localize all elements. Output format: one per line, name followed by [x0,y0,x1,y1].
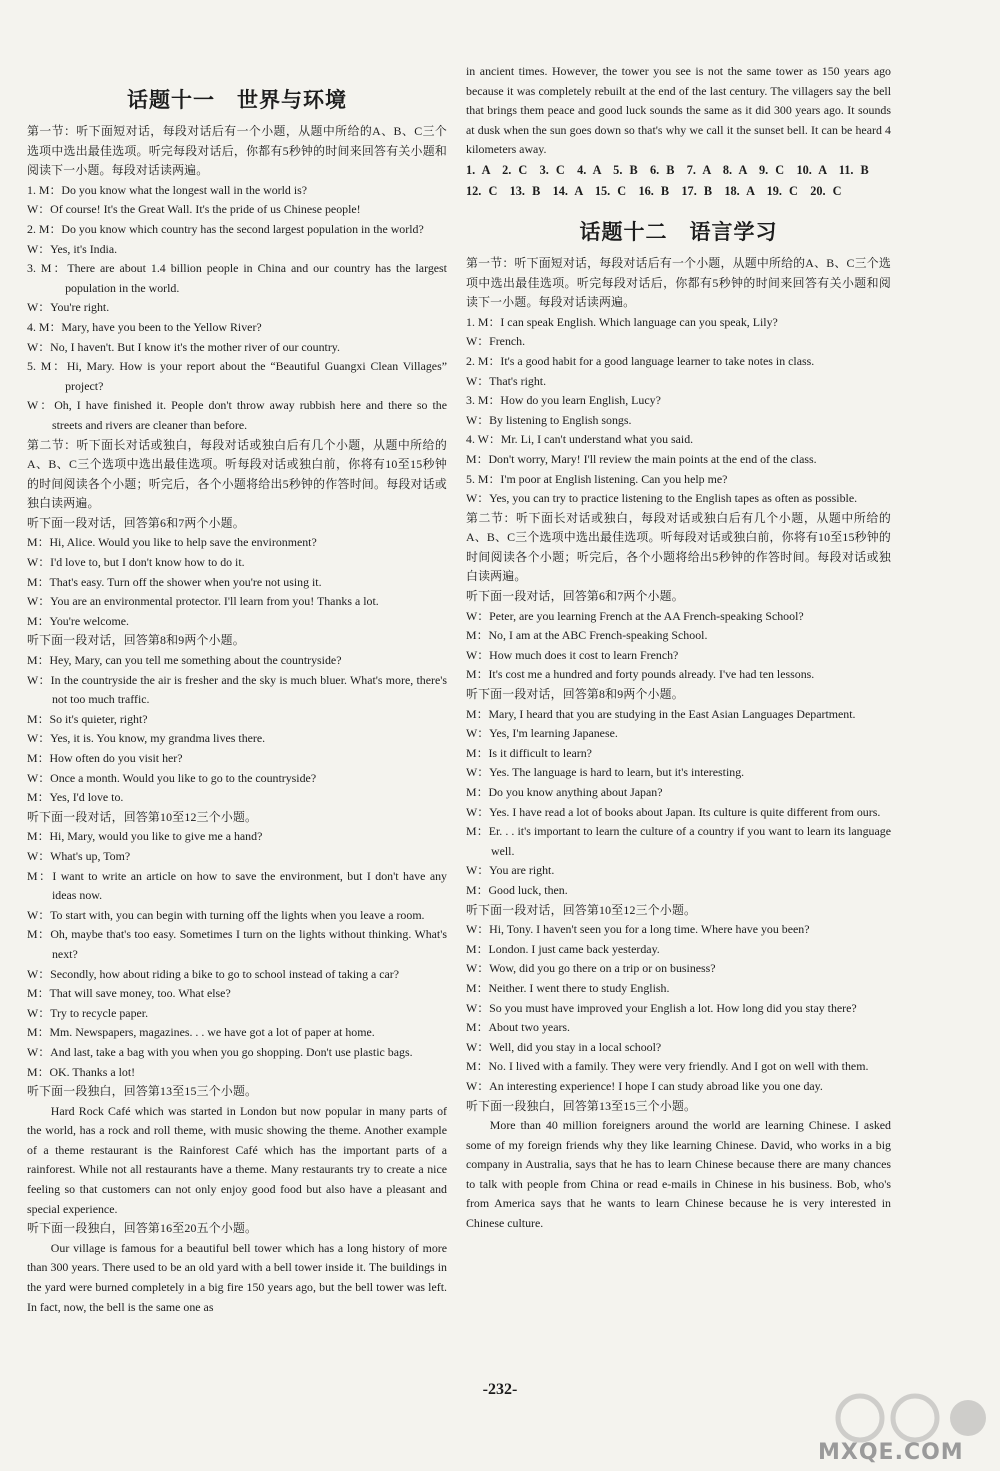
dialogue-line: 3. M：There are about 1.4 billion people in China and our country has the largest population in the world. [27,261,447,295]
section2-instructions: 第二节：听下面长对话或独白，每段对话或独白后有几个小题，从题中所给的A、B、C三个选项中选出最佳选项。听每段对话或独白前，你将有10至15秒钟的时间阅读各个小题；听完后，各个小题将给出5秒钟的作答时间。每段对话或独白读两遍。 [27,437,447,511]
dialogue-heading: 听下面一段对话，回答第8和9两个小题。 [27,633,245,648]
section1-instructions: 第一节：听下面短对话，每段对话后有一个小题，从题中所给的A、B、C三个选项中选出最佳选项。听完每段对话后，你都有5秒钟的时间来回答有关小题和阅读下一小题。每段对话读两遍。 [27,124,447,178]
dialogue-line: M：It's cost me a hundred and forty pounds already. I've had ten lessons. [466,667,815,682]
dialogue-line: M：Don't worry, Mary! I'll review the main points at the end of the class. [466,451,817,466]
dialogue-line: M：How often do you visit her? [27,751,183,765]
dialogue-line: W：That's right. [466,373,547,388]
dialogue-line: M：OK. Thanks a lot! [27,1064,136,1079]
dialogue-line: M：Mm. Newspapers, magazines. . . we have got a lot of paper at home. [27,1025,375,1040]
dialogue-line: 4. M：Mary, have you been to the Yellow River? [27,319,262,334]
dialogue-line: W：Hi, Tony. I haven't seen you for a long time. Where have you been? [466,922,810,937]
dialogue-line: M：Mary, I heard that you are studying in the East Asian Languages Department. [466,706,856,721]
watermark-text: MXQE.COM [818,1440,964,1465]
dialogue-line: 2. M：It's a good habit for a good language learner to take notes in class. [466,353,815,368]
topic-title-12: 话题十二 语言学习 [579,219,778,244]
section2-instructions: 第二节：听下面长对话或独白，每段对话或独白后有几个小题，从题中所给的A、B、C三个选项中选出最佳选项。听每段对话或独白前，你将有10至15秒钟的时间阅读各个小题；听完后，各个小题将给出5秒钟的作答时间。每段对话或独白读两遍。 [466,510,891,584]
dialogue-line: W：French. [466,334,526,349]
dialogue-line: W：Oh, I have finished it. People don't throw away rubbish here and there so the streets and rivers are cleaner than before. [27,398,447,432]
dialogue-line: M：Hi, Alice. Would you like to help save the environment? [27,535,317,550]
dialogue-line: W：So you must have improved your English a lot. How long did you stay there? [466,1000,857,1015]
dialogue-line: W：To start with, you can begin with turning off the lights when you leave a room. [27,907,425,922]
dialogue-line: 5. M：Hi, Mary. How is your report about the “Beautiful Guangxi Clean Villages” project? [27,359,447,393]
dialogue-line: W：What's up, Tom? [27,848,131,863]
dialogue-heading: 听下面一段对话，回答第6和7两个小题。 [466,589,684,604]
dialogue-line: W：And last, take a bag with you when you go shopping. Don't use plastic bags. [27,1044,413,1059]
dialogue-line: 4. W：Mr. Li, I can't understand what you said. [466,432,694,447]
dialogue-line: W：Yes, it's India. [27,241,118,256]
section1-instructions: 第一节：听下面短对话，每段对话后有一个小题，从题中所给的A、B、C三个选项中选出最佳选项。听完每段对话后，你都有5秒钟的时间来回答有关小题和阅读下一小题。每段对话读两遍。 [466,255,891,310]
dialogue-line: W：In the countryside the air is fresher and the sky is much bluer. What's more, there's not too much traffic. [27,672,447,707]
dialogue-line: M：I want to write an article on how to save the environment, but I don't have any ideas now. [27,868,447,903]
dialogue-line: M：Yes, I'd love to. [27,790,124,805]
dialogue-line: M：So it's quieter, right? [27,711,148,726]
dialogue-line: 5. M：I'm poor at English listening. Can you help me? [466,471,728,486]
dialogue-line: W：By listening to English songs. [466,412,632,427]
right-column [466,62,891,1234]
dialogue-line: W：You're right. [27,300,110,315]
dialogue-line: W：How much does it cost to learn French? [466,647,679,662]
left-column [27,62,447,1317]
dialogue-line: W：I'd love to, but I don't know how to do it. [27,555,245,570]
monologue-paragraph: Our village is famous for a beautiful bell tower which has a long history of more than 300 years. There used to be an old yard with a bell tower inside it. The buildings in the yard were burned completely in a big fire 150 years ago, but the bell tower was left. In fact, now, the bell is the same one as [27,1240,447,1314]
dialogue-line: 2. M：Do you know which country has the second largest population in the world? [27,221,424,236]
dialogue-line: M：Oh, maybe that's too easy. Sometimes I turn on the lights without thinking. What's next? [27,927,447,961]
dialogue-line: W：Yes, I'm learning Japanese. [466,726,618,741]
dialogue-line: W：Yes, you can try to practice listening to the English tapes as often as possible. [466,491,858,506]
dialogue-line: M：That's easy. Turn off the shower when you're not using it. [27,574,322,589]
dialogue-line: 1. M：I can speak English. Which language can you speak, Lily? [466,314,778,329]
dialogue-line: M：No, I am at the ABC French-speaking School. [466,628,708,643]
monologue-heading: 听下面一段独白，回答第13至15三个小题。 [27,1084,258,1099]
dialogue-line: W：Once a month. Would you like to go to the countryside? [27,770,317,785]
dialogue-line: M：Good luck, then. [466,882,568,897]
dialogue-line: W：Try to recycle paper. [27,1005,149,1020]
dialogue-heading: 听下面一段对话，回答第8和9两个小题。 [466,687,684,702]
monologue-paragraph-continued: in ancient times. However, the tower you see is not the same tower as 150 years ago because it was completely rebuilt at the end of the last century. The villagers say the bell that brings them peace and good luck sounds the same as it did 300 years ago. It sounds at dusk when the sun goes down so that's why we call it the sunset bell. It can be heard 4 kilometers away. [466,64,891,157]
dialogue-line: W：An interesting experience! I hope I can study abroad like you one day. [466,1078,823,1093]
dialogue-line: W：Secondly, how about riding a bike to go to school instead of taking a car? [27,966,400,981]
dialogue-line: M：Hey, Mary, can you tell me something about the countryside? [27,653,342,668]
dialogue-line: M：Neither. I went there to study English. [466,980,670,995]
answer-key-line: 12. C 13. B 14. A 15. C 16. B 17. B 18. A 19. C 20. C [466,183,842,198]
dialogue-line: M：London. I just came back yesterday. [466,941,660,956]
dialogue-line: 3. M：How do you learn English, Lucy? [466,393,661,408]
page-number: -232- [482,1381,518,1398]
dialogue-line: W：Well, did you stay in a local school? [466,1039,662,1054]
dialogue-line: 1. M：Do you know what the longest wall in the world is? [27,182,308,197]
dialogue-line: W：Yes. I have read a lot of books about Japan. Its culture is quite different from ours. [466,804,881,819]
dialogue-line: W：You are an environmental protector. I'll learn from you! Thanks a lot. [27,594,379,609]
dialogue-line: M：Er. . . it's important to learn the culture of a country if you want to learn its language well. [466,824,891,858]
dialogue-line: W：Yes, it is. You know, my grandma lives there. [27,731,266,746]
monologue-heading: 听下面一段独白，回答第13至15三个小题。 [466,1098,697,1113]
monologue-heading: 听下面一段独白，回答第16至20五个小题。 [27,1221,258,1236]
dialogue-line: M：Hi, Mary, would you like to give me a hand? [27,829,263,844]
dialogue-heading: 听下面一段对话，回答第10至12三个小题。 [466,902,697,917]
dialogue-line: M：That will save money, too. What else? [27,986,231,1001]
dialogue-line: W：Yes. The language is hard to learn, but it's interesting. [466,765,745,780]
dialogue-heading: 听下面一段对话，回答第10至12三个小题。 [27,809,258,824]
dialogue-heading: 听下面一段对话，回答第6和7两个小题。 [27,515,245,530]
dialogue-line: M：Is it difficult to learn? [466,745,592,760]
dialogue-line: W：Of course! It's the Great Wall. It's the pride of us Chinese people! [27,202,361,217]
monologue-paragraph: More than 40 million foreigners around the world are learning Chinese. I asked some of my foreign friends why they like learning Chinese. David, who works in a big company in Australia, says that he has to learn Chinese because there are many chances to talk with people from China or read e-mails in Chinese in his business. Bob, who's from America says that he wants to learn Chinese because he is very interested in Chinese culture. [466,1118,891,1231]
dialogue-line: W：Peter, are you learning French at the AA French-speaking School? [466,608,804,623]
dialogue-line: M：Do you know anything about Japan? [466,785,663,799]
dialogue-line: M：About two years. [466,1020,571,1035]
dialogue-line: M：You're welcome. [27,613,129,628]
dialogue-line: W：Wow, did you go there on a trip or on business? [466,961,716,976]
dialogue-line: M：No. I lived with a family. They were very friendly. And I got on well with them. [466,1059,869,1074]
dialogue-line: W：You are right. [466,863,555,878]
topic-title-11: 话题十一 世界与环境 [127,88,347,112]
monologue-paragraph: Hard Rock Café which was started in London but now popular in many parts of the world, has a rock and roll theme, with music showing the theme. Another example of a theme restaurant is the Rainforest Café which has the important parts of a rainforest. While not all restaurants have a theme. Many restaurants try to create a nice feeling so that customers can not only enjoy good food but also have a pleasant and special experience. [27,1103,447,1216]
dialogue-line: W：No, I haven't. But I know it's the mother river of our country. [27,339,340,354]
answer-key-line: 1. A 2. C 3. C 4. A 5. B 6. B 7. A 8. A 9. C 10. A 11. B [466,162,869,177]
